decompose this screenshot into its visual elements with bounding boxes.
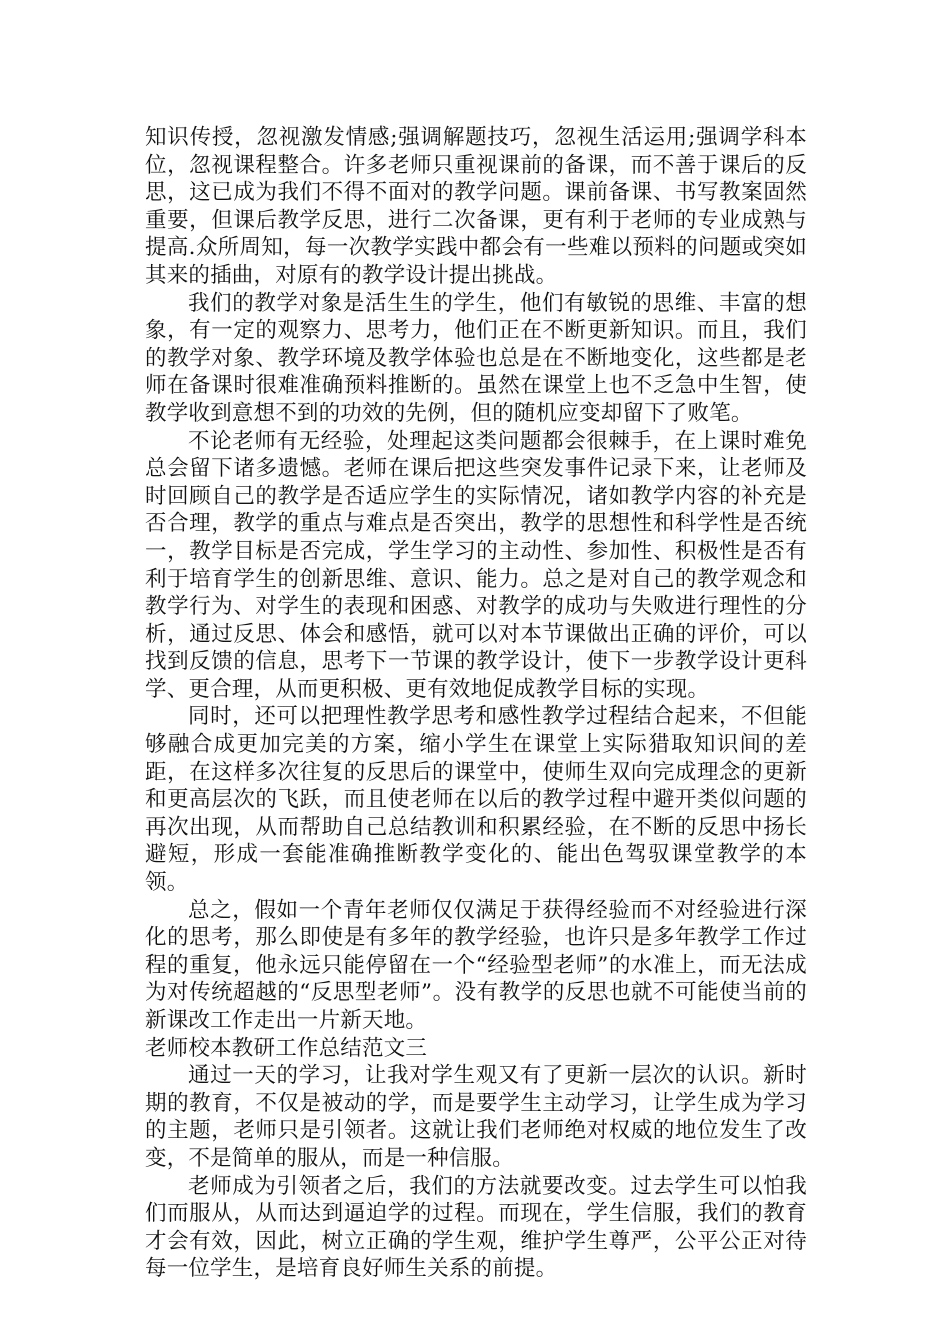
- document-page: [145, 124, 807, 1283]
- paragraph: 总之，假如一个青年老师仅仅满足于获得经验而不对经验进行深化的思考，那么即使是有多年的教学经验，也许只是多年教学工作过程的重复，他永远只能停留在一个“经验型老师”的水准上，而无法成为对传统超越的“反思型老师”。没有教学的反思也就不可能使当前的新课改工作走出一片新天地。: [145, 897, 807, 1033]
- paragraph: 通过一天的学习，让我对学生观又有了更新一层次的认识。新时期的教育，不仅是被动的学，而是要学生主动学习，让学生成为学习的主题，老师只是引领者。这就让我们老师绝对权威的地位发生了改变，不是简单的服从，而是一种信服。: [145, 1063, 807, 1171]
- paragraph: 同时，还可以把理性教学思考和感性教学过程结合起来，不但能够融合成更加完美的方案，缩小学生在课堂上实际猎取知识间的差距，在这样多次往复的反思后的课堂中，使师生双向完成理念的更新和更高层次的飞跃，而且使老师在以后的教学过程中避开类似问题的再次出现，从而帮助自己总结教训和积累经验，在不断的反思中扬长避短，形成一套能准确推断教学变化的、能出色驾驭课堂教学的本领。: [145, 704, 807, 896]
- paragraph: 老师成为引领者之后，我们的方法就要改变。过去学生可以怕我们而服从，从而达到逼迫学的过程。而现在，学生信服，我们的教育才会有效，因此，树立正确的学生观，维护学生尊严，公平公正对待每一位学生，是培育良好师生关系的前提。: [145, 1173, 807, 1282]
- section-heading: 老师校本教研工作总结范文三: [145, 1035, 428, 1061]
- paragraph: 我们的教学对象是活生生的学生，他们有敏锐的思维、丰富的想象，有一定的观察力、思考力，他们正在不断更新知识。而且，我们的教学对象、教学环境及教学体验也总是在不断地变化，这些都是老师在备课时很难准确预料推断的。虽然在课堂上也不乏急中生智，使教学收到意想不到的功效的先例，但的随机应变却留下了败笔。: [145, 290, 807, 426]
- paragraph-continued: 知识传授，忽视激发情感;强调解题技巧，忽视生活运用;强调学科本位，忽视课程整合。许多老师只重视课前的备课，而不善于课后的反思，这已成为我们不得不面对的教学问题。课前备课、书写教案固然重要，但课后教学反思，进行二次备课，更有利于老师的专业成熟与提高.众所周知，每一次教学实践中都会有一些难以预料的问题或突如其来的插曲，对原有的教学设计提出挑战。: [145, 125, 807, 288]
- paragraph: 不论老师有无经验，处理起这类问题都会很棘手，在上课时难免总会留下诸多遗憾。老师在课后把这些突发事件记录下来，让老师及时回顾自己的教学是否适应学生的实际情况，诸如教学内容的补充是否合理，教学的重点与难点是否突出，教学的思想性和科学性是否统一，教学目标是否完成，学生学习的主动性、参加性、积极性是否有利于培育学生的创新思维、意识、能力。总之是对自己的教学观念和教学行为、对学生的表现和困惑、对教学的成功与失败进行理性的分析，通过反思、体会和感悟，就可以对本节课做出正确的评价，可以找到反馈的信息，思考下一节课的教学设计，使下一步教学设计更科学、更合理，从而更积极、更有效地促成教学目标的实现。: [145, 428, 807, 702]
